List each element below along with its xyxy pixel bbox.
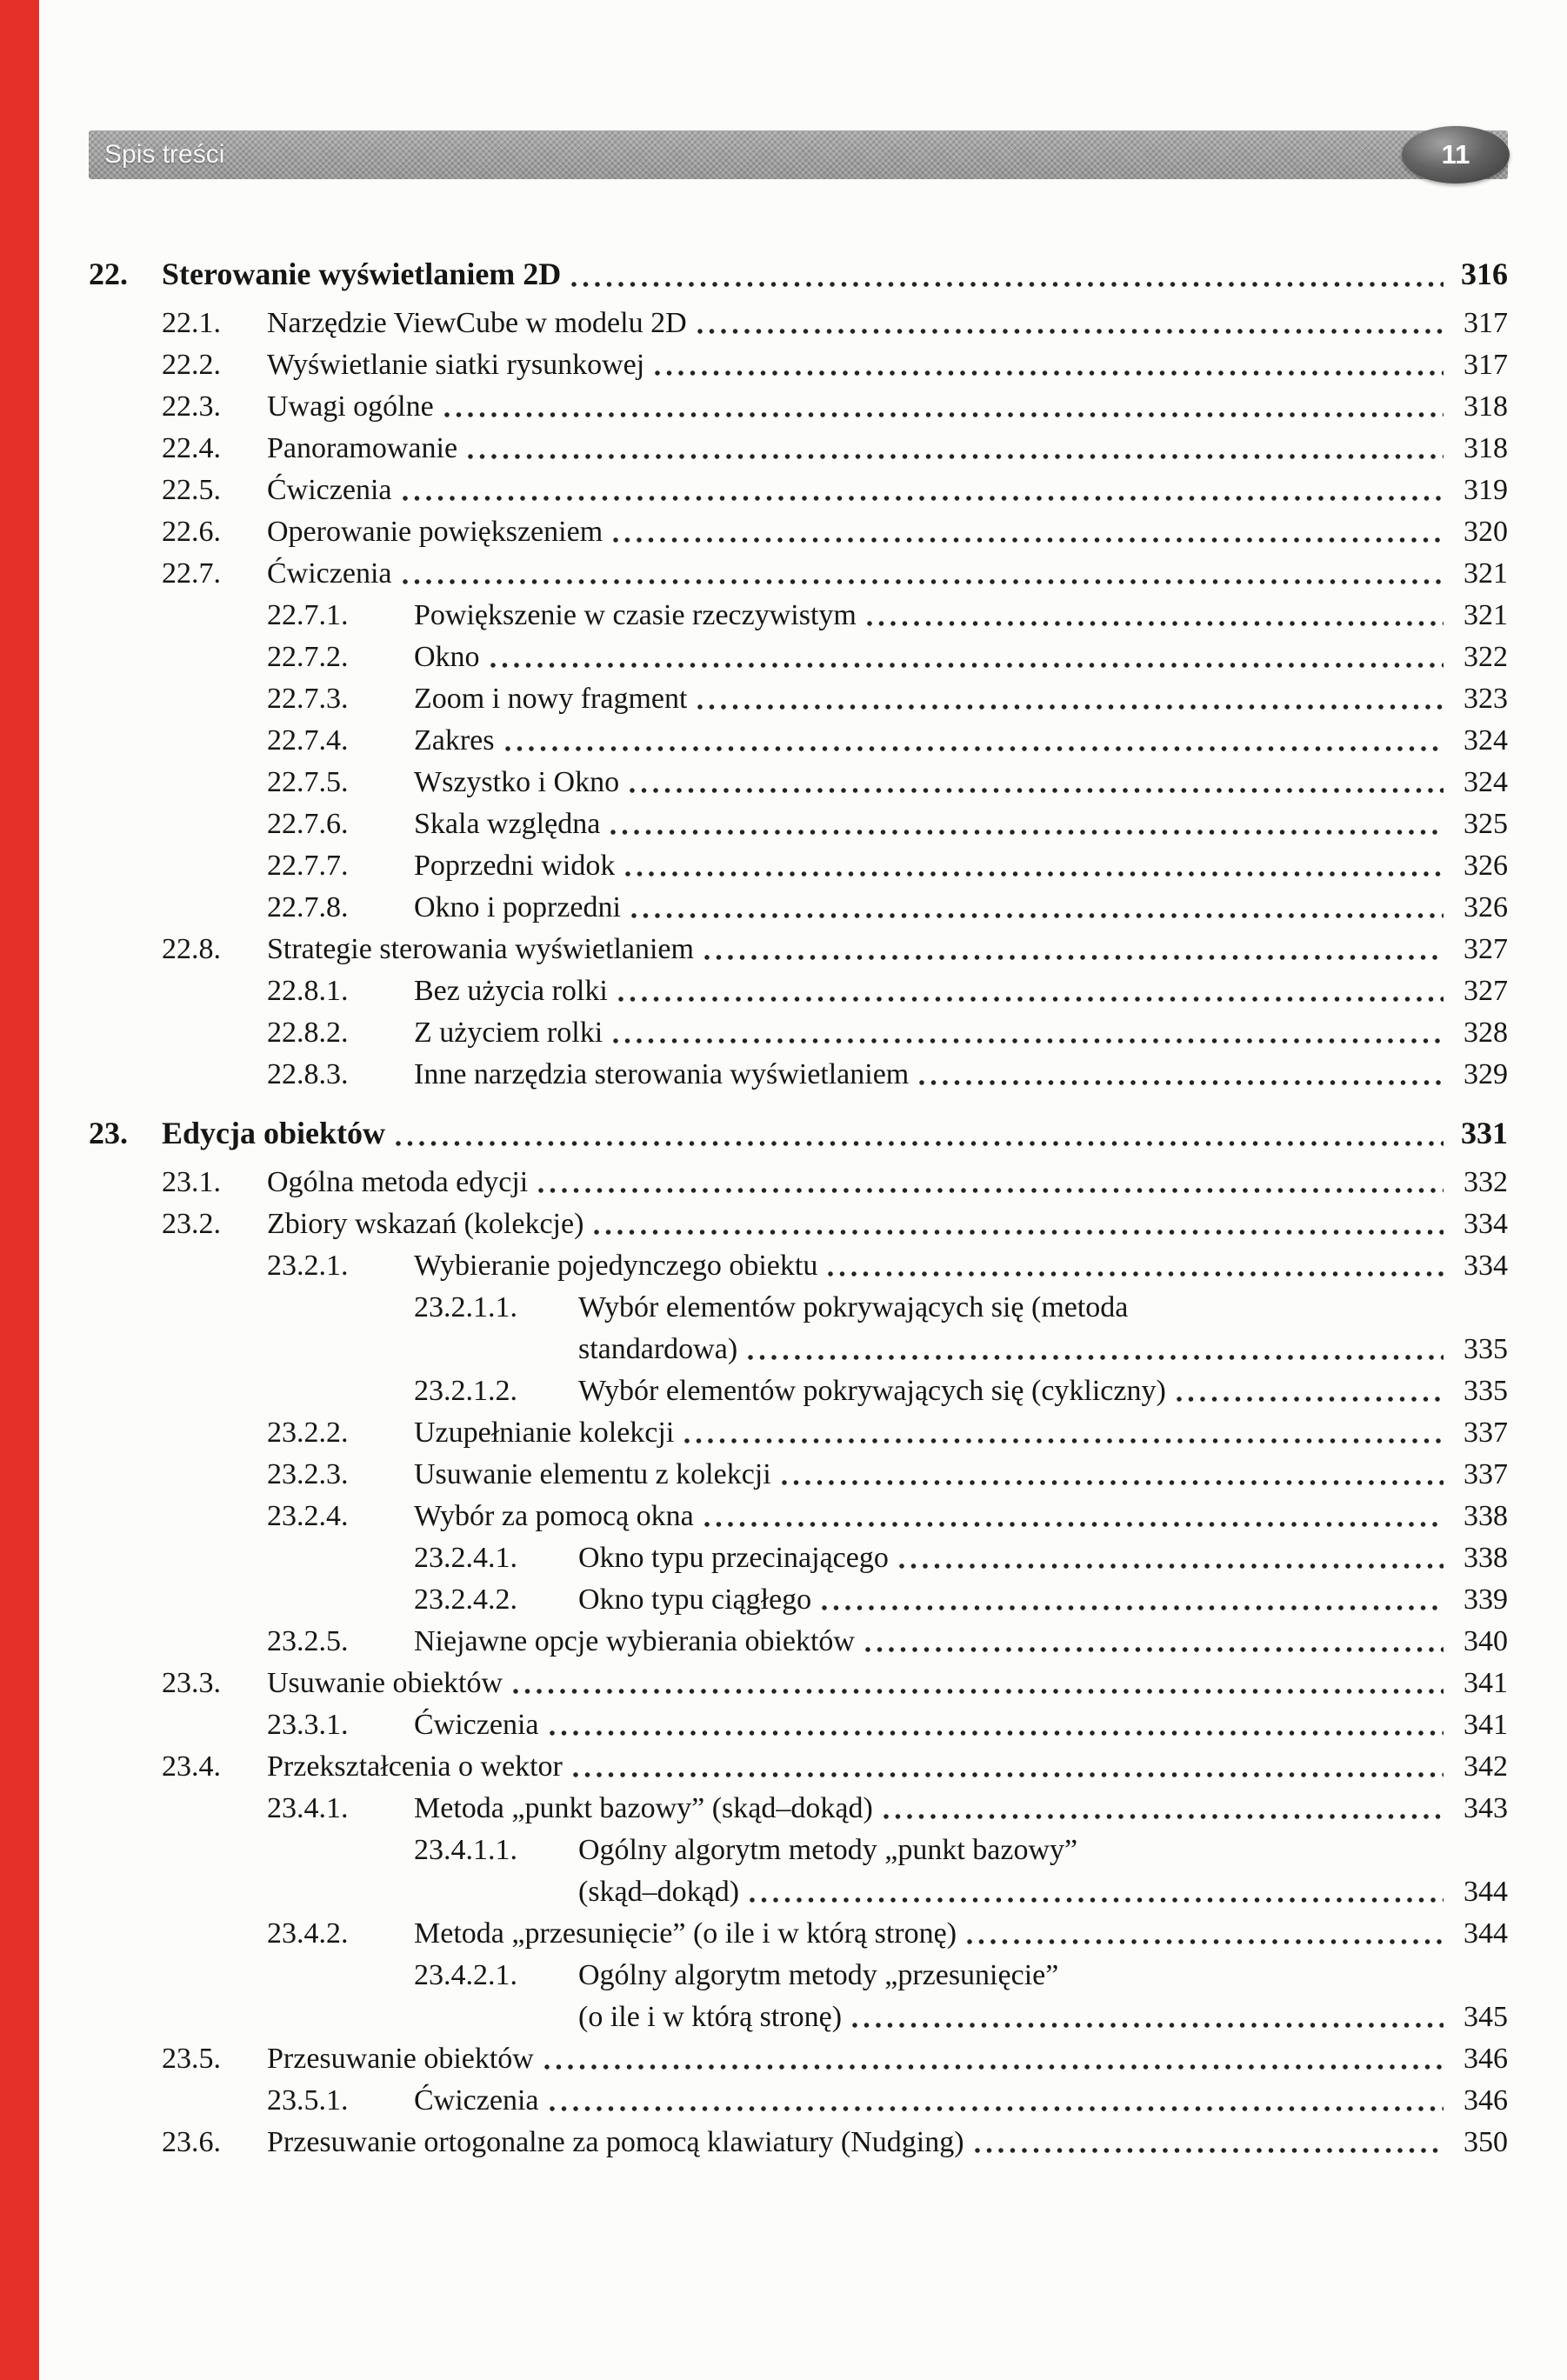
toc-dot-leader	[543, 2063, 1444, 2071]
toc-entry-number: 23.2.5.	[267, 1625, 349, 1657]
toc-entry-page: 324	[1464, 724, 1508, 757]
toc-entry-number: 23.4.2.1.	[414, 1959, 517, 1991]
toc-entry-page: 326	[1464, 850, 1508, 882]
toc-entry-title: Z użyciem rolki	[414, 1017, 603, 1049]
toc-entry-page: 321	[1464, 557, 1508, 590]
toc-entry-number: 22.8.2.	[267, 1017, 349, 1049]
toc-entry-number: 23.6.	[162, 2126, 221, 2158]
toc-row-continuation	[89, 1997, 1508, 2038]
toc-dot-leader	[401, 494, 1444, 503]
toc-entry-page: 346	[1464, 2084, 1508, 2117]
toc-entry-title: Wybór elementów pokrywających się (cykliczny)	[578, 1375, 1166, 1407]
toc-dot-leader	[965, 1937, 1444, 1946]
toc-entry-number: 22.7.2.	[267, 641, 349, 673]
toc-entry-page: 338	[1464, 1542, 1508, 1574]
toc-entry-title: Narzędzie ViewCube w modelu 2D	[267, 307, 687, 339]
toc-dot-leader	[548, 1729, 1444, 1737]
toc-entry-number: 22.7.5.	[267, 766, 349, 798]
toc-entry-number: 22.7.	[162, 557, 221, 590]
page-header-bar	[89, 130, 1508, 179]
toc-entry-page: 344	[1464, 1876, 1508, 1908]
toc-dot-leader	[617, 995, 1444, 1003]
toc-entry-number: 23.2.4.2.	[414, 1583, 517, 1616]
toc-entry-page: 323	[1464, 683, 1508, 715]
toc-entry-title: Wybieranie pojedynczego obiektu	[414, 1250, 818, 1282]
toc-entry-page: 335	[1464, 1375, 1508, 1407]
toc-entry-page: 326	[1464, 891, 1508, 923]
toc-row	[89, 1537, 1508, 1579]
toc-dot-leader	[623, 870, 1444, 878]
toc-entry-number: 23.2.1.2.	[414, 1375, 517, 1407]
toc-entry-number: 22.7.1.	[267, 599, 349, 631]
toc-dot-leader	[609, 828, 1444, 837]
toc-entry-page: 344	[1464, 1917, 1508, 1950]
toc-entry-title: Przesuwanie ortogonalne za pomocą klawiatury (Nudging)	[267, 2126, 964, 2158]
toc-entry-page: 339	[1464, 1583, 1508, 1616]
toc-entry-page: 334	[1464, 1208, 1508, 1240]
toc-dot-leader	[466, 452, 1444, 461]
toc-entry-page: 341	[1464, 1709, 1508, 1741]
toc-entry-title: Okno	[414, 641, 480, 673]
toc-row	[89, 970, 1508, 1012]
toc-entry-number: 22.7.7.	[267, 850, 349, 882]
toc-dot-leader	[897, 1562, 1444, 1570]
toc-entry-title: Ogólny algorytm metody „punkt bazowy”	[578, 1834, 1078, 1866]
toc-row	[89, 1110, 1508, 1157]
toc-row	[89, 386, 1508, 428]
toc-dot-leader	[864, 1645, 1444, 1654]
toc-row	[89, 1245, 1508, 1287]
toc-entry-number: 23.2.4.1.	[414, 1542, 517, 1574]
toc-entry-page: 318	[1464, 432, 1508, 464]
toc-dot-leader	[826, 1270, 1444, 1278]
toc-entry-page: 335	[1464, 1333, 1508, 1365]
toc-row	[89, 428, 1508, 470]
toc-entry-number: 22.5.	[162, 474, 221, 506]
toc-dot-leader	[917, 1078, 1444, 1087]
toc-entry-title: Operowanie powiększeniem	[267, 516, 603, 548]
toc-entry-title: Ćwiczenia	[414, 1709, 539, 1741]
toc-dot-leader	[703, 953, 1444, 962]
toc-row	[89, 303, 1508, 344]
toc-row	[89, 929, 1508, 970]
toc-entry-title: Metoda „przesunięcie” (o ile i w którą stronę)	[414, 1917, 957, 1950]
toc-entry-page: 320	[1464, 516, 1508, 548]
toc-dot-leader	[1175, 1395, 1444, 1403]
toc-entry-title: Uzupełnianie kolekcji	[414, 1417, 675, 1449]
toc-dot-leader	[696, 703, 1444, 711]
toc-dot-leader	[683, 1437, 1444, 1445]
toc-entry-number: 23.2.3.	[267, 1458, 349, 1490]
toc-entry-number: 22.8.1.	[267, 975, 349, 1007]
toc-entry-title: Edycja obiektów	[162, 1116, 386, 1150]
toc-entry-number: 22.2.	[162, 349, 221, 381]
toc-entry-number: 23.5.	[162, 2043, 221, 2075]
toc-entry-title: Zoom i nowy fragment	[414, 683, 688, 715]
header-title: Spis treści	[104, 140, 225, 169]
toc-entry-number: 23.2.1.1.	[414, 1291, 517, 1323]
toc-entry-number: 22.1.	[162, 307, 221, 339]
toc-dot-leader	[401, 577, 1444, 586]
red-spine-bar	[0, 0, 39, 2380]
toc-entry-title: Powiększenie w czasie rzeczywistym	[414, 599, 857, 631]
toc-entry-number: 22.4.	[162, 432, 221, 464]
toc-entry-page: 318	[1464, 390, 1508, 423]
toc-dot-leader	[865, 619, 1444, 628]
toc-entry-title: Bez użycia rolki	[414, 975, 608, 1007]
toc-entry-page: 337	[1464, 1458, 1508, 1490]
toc-row	[89, 678, 1508, 720]
toc-row	[89, 1830, 1508, 1871]
toc-entry-page: 327	[1464, 933, 1508, 965]
toc-entry-page: 316	[1461, 257, 1508, 291]
toc-entry-number: 22.3.	[162, 390, 221, 423]
toc-row	[89, 1955, 1508, 1997]
toc-row	[89, 637, 1508, 678]
toc-entry-page: 338	[1464, 1500, 1508, 1532]
toc-entry-title: Okno i poprzedni	[414, 891, 621, 923]
toc-entry-number: 23.2.2.	[267, 1417, 349, 1449]
toc-row-continuation	[89, 1871, 1508, 1913]
toc-dot-leader	[611, 536, 1444, 544]
toc-dot-leader	[746, 1353, 1444, 1362]
toc-row	[89, 1788, 1508, 1830]
toc-entry-title: Strategie sterowania wyświetlaniem	[267, 933, 694, 965]
toc-entry-title: Zakres	[414, 724, 495, 757]
toc-entry-page: 324	[1464, 766, 1508, 798]
page-number: 11	[1441, 139, 1470, 170]
toc-entry-number: 23.1.	[162, 1166, 221, 1198]
toc-dot-leader	[592, 1228, 1444, 1237]
toc-entry-number: 22.8.3.	[267, 1058, 349, 1090]
toc-row	[89, 887, 1508, 929]
toc-entry-number: 23.4.1.	[267, 1792, 349, 1824]
toc-entry-number: 22.	[89, 257, 128, 291]
toc-row	[89, 1663, 1508, 1704]
toc-dot-leader	[628, 786, 1444, 795]
toc-entry-number: 22.7.6.	[267, 808, 349, 840]
toc-entry-page: 345	[1464, 2001, 1508, 2033]
toc-row	[89, 250, 1508, 297]
toc-entry-title: Usuwanie elementu z kolekcji	[414, 1458, 771, 1490]
toc-entry-page: 321	[1464, 599, 1508, 631]
toc-entry-page: 337	[1464, 1417, 1508, 1449]
toc-entry-number: 23.	[89, 1116, 128, 1150]
toc-entry-title: Ogólna metoda edycji	[267, 1166, 529, 1198]
toc-entry-title-continued: (skąd–dokąd)	[578, 1876, 740, 1908]
toc-entry-title: Usuwanie obiektów	[267, 1667, 503, 1699]
toc-entry-number: 23.3.1.	[267, 1709, 349, 1741]
toc-row	[89, 1287, 1508, 1329]
toc-dot-leader	[780, 1478, 1444, 1487]
toc-entry-number: 23.4.	[162, 1750, 221, 1783]
toc-entry-page: 317	[1464, 349, 1508, 381]
toc-entry-title: Poprzedni widok	[414, 850, 616, 882]
toc-dot-leader	[696, 327, 1444, 336]
toc-dot-leader	[548, 2104, 1444, 2113]
toc-entry-number: 23.2.1.	[267, 1250, 349, 1282]
toc-entry-title-continued: standardowa)	[578, 1333, 738, 1365]
toc-row	[89, 1162, 1508, 1203]
toc-row	[89, 1203, 1508, 1245]
toc-entry-title: Zbiory wskazań (kolekcje)	[267, 1208, 584, 1240]
toc-row-continuation	[89, 1329, 1508, 1370]
toc-row	[89, 344, 1508, 386]
toc-entry-number: 23.2.	[162, 1208, 221, 1240]
toc-row	[89, 1496, 1508, 1537]
toc-entry-number: 22.6.	[162, 516, 221, 548]
toc-row	[89, 720, 1508, 762]
toc-dot-leader	[511, 1687, 1444, 1696]
toc-entry-title: Metoda „punkt bazowy” (skąd–dokąd)	[414, 1792, 873, 1824]
toc-row	[89, 1454, 1508, 1496]
toc-row	[89, 762, 1508, 803]
toc-entry-title: Wszystko i Okno	[414, 766, 620, 798]
toc-entry-title: Okno typu przecinającego	[578, 1542, 889, 1574]
toc-dot-leader	[537, 1186, 1444, 1195]
toc-dot-leader	[611, 1037, 1444, 1045]
toc-row	[89, 553, 1508, 595]
toc-entry-title: Wybór elementów pokrywających się (metoda	[578, 1291, 1129, 1323]
toc-entry-page: 331	[1461, 1116, 1508, 1150]
toc-entry-page: 343	[1464, 1792, 1508, 1824]
toc-entry-title: Inne narzędzia sterowania wyświetlaniem	[414, 1058, 910, 1090]
toc-row	[89, 511, 1508, 553]
toc-entry-title: Niejawne opcje wybierania obiektów	[414, 1625, 855, 1657]
toc-entry-title: Przesuwanie obiektów	[267, 2043, 534, 2075]
toc-row	[89, 2080, 1508, 2122]
toc-entry-page: 327	[1464, 975, 1508, 1007]
toc-entry-number: 23.4.2.	[267, 1917, 349, 1950]
toc-entry-title: Wybór za pomocą okna	[414, 1500, 694, 1532]
toc-entry-page: 346	[1464, 2043, 1508, 2075]
toc-entry-number: 23.4.1.1.	[414, 1834, 517, 1866]
toc-dot-leader	[630, 911, 1444, 920]
toc-row	[89, 1621, 1508, 1663]
toc-row	[89, 2122, 1508, 2163]
toc-entry-page: 329	[1464, 1058, 1508, 1090]
toc-entry-title: Panoramowanie	[267, 432, 458, 464]
toc-entry-title: Sterowanie wyświetlaniem 2D	[162, 257, 562, 291]
toc-dot-leader	[570, 280, 1444, 289]
toc-entry-page: 332	[1464, 1166, 1508, 1198]
toc-row	[89, 845, 1508, 887]
toc-entry-page: 325	[1464, 808, 1508, 840]
toc-entry-page: 342	[1464, 1750, 1508, 1783]
toc-dot-leader	[503, 744, 1444, 753]
toc-entry-title: Wyświetlanie siatki rysunkowej	[267, 349, 645, 381]
toc-row	[89, 1054, 1508, 1096]
toc-row	[89, 803, 1508, 845]
toc-entry-page: 328	[1464, 1017, 1508, 1049]
toc-entry-title: Uwagi ogólne	[267, 390, 434, 423]
toc-dot-leader	[748, 1896, 1444, 1904]
toc-entry-number: 22.7.4.	[267, 724, 349, 757]
toc-dot-leader	[820, 1603, 1444, 1612]
page-number-badge	[1402, 126, 1510, 183]
toc-entry-title: Skala względna	[414, 808, 601, 840]
toc-entry-page: 341	[1464, 1667, 1508, 1699]
toc-row	[89, 470, 1508, 511]
toc-entry-page: 340	[1464, 1625, 1508, 1657]
toc-entry-page: 334	[1464, 1250, 1508, 1282]
toc-entry-title-continued: (o ile i w którą stronę)	[578, 2001, 843, 2033]
toc-row	[89, 1370, 1508, 1412]
toc-entry-title: Ćwiczenia	[267, 557, 392, 590]
toc-entry-page: 322	[1464, 641, 1508, 673]
toc-entry-page: 319	[1464, 474, 1508, 506]
toc-row	[89, 1012, 1508, 1054]
toc-list	[89, 237, 1508, 2163]
toc-dot-leader	[489, 661, 1444, 670]
toc-dot-leader	[973, 2146, 1444, 2155]
toc-entry-title: Okno typu ciągłego	[578, 1583, 812, 1616]
toc-row	[89, 1579, 1508, 1621]
toc-row	[89, 1412, 1508, 1454]
toc-row	[89, 1704, 1508, 1746]
toc-entry-title: Przekształcenia o wektor	[267, 1750, 563, 1783]
toc-dot-leader	[850, 2021, 1444, 2030]
toc-entry-number: 22.7.3.	[267, 683, 349, 715]
toc-entry-title: Ćwiczenia	[414, 2084, 539, 2117]
toc-dot-leader	[703, 1520, 1444, 1529]
toc-entry-number: 23.3.	[162, 1667, 221, 1699]
toc-entry-title: Ogólny algorytm metody „przesunięcie”	[578, 1959, 1059, 1991]
toc-row	[89, 1746, 1508, 1788]
toc-row	[89, 595, 1508, 637]
toc-dot-leader	[443, 410, 1444, 419]
toc-entry-page: 350	[1464, 2126, 1508, 2158]
toc-dot-leader	[882, 1812, 1444, 1821]
toc-entry-title: Ćwiczenia	[267, 474, 392, 506]
toc-dot-leader	[394, 1139, 1444, 1148]
toc-entry-page: 317	[1464, 307, 1508, 339]
toc-entry-number: 22.8.	[162, 933, 221, 965]
toc-entry-number: 22.7.8.	[267, 891, 349, 923]
toc-entry-number: 23.5.1.	[267, 2084, 349, 2117]
toc-row	[89, 2038, 1508, 2080]
toc-row	[89, 1913, 1508, 1955]
toc-entry-number: 23.2.4.	[267, 1500, 349, 1532]
toc-dot-leader	[571, 1770, 1444, 1779]
toc-dot-leader	[653, 369, 1444, 377]
